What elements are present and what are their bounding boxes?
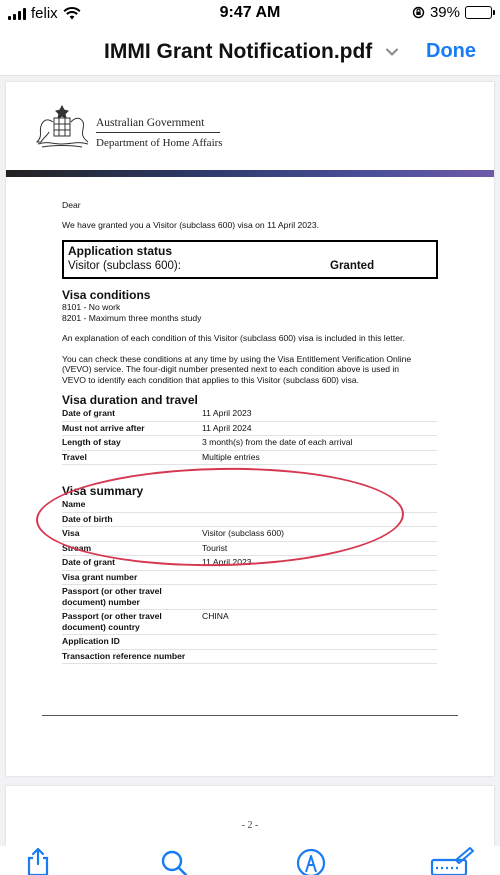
row-label: Transaction reference number bbox=[62, 649, 202, 664]
row-value: Tourist bbox=[202, 541, 437, 556]
row-label: Visa bbox=[62, 527, 202, 542]
row-label: Date of grant bbox=[62, 407, 202, 421]
chevron-down-icon bbox=[386, 48, 398, 56]
visa-duration-section bbox=[62, 393, 437, 465]
table-row bbox=[62, 421, 437, 436]
carrier-info bbox=[8, 5, 81, 22]
visa-conditions-heading: Visa conditions bbox=[62, 288, 151, 302]
table-row bbox=[62, 407, 437, 421]
table-row bbox=[62, 436, 437, 451]
markup-icon[interactable] bbox=[296, 846, 326, 875]
grant-sentence: We have granted you a Visitor (subclass 600) visa on 11 April 2023. bbox=[62, 220, 320, 230]
signature-icon[interactable] bbox=[430, 846, 474, 875]
row-label: Date of birth bbox=[62, 512, 202, 527]
row-value: 11 April 2024 bbox=[202, 421, 437, 436]
share-icon[interactable] bbox=[24, 846, 52, 875]
row-value: 11 April 2023 bbox=[202, 556, 437, 571]
carrier-name: felix bbox=[31, 5, 58, 22]
bottom-toolbar bbox=[0, 846, 500, 875]
row-value bbox=[202, 570, 437, 585]
visa-duration-heading: Visa duration and travel bbox=[62, 393, 198, 407]
row-value bbox=[202, 649, 437, 664]
row-label: Length of stay bbox=[62, 436, 202, 451]
table-row bbox=[62, 450, 437, 465]
row-value: CHINA bbox=[202, 610, 437, 635]
document-page-2 bbox=[6, 786, 494, 846]
battery-percent: 39% bbox=[429, 4, 460, 21]
table-row bbox=[62, 649, 437, 664]
letterhead bbox=[96, 117, 223, 149]
row-value: Multiple entries bbox=[202, 450, 437, 465]
row-label: Name bbox=[62, 498, 202, 512]
vevo-text-line: You can check these conditions at any time by using the Visa Entitlement Verification Online bbox=[62, 353, 412, 364]
vevo-text-line: (VEVO) service. The four-digit number presented next to each condition above is used in bbox=[62, 364, 400, 374]
row-label: Stream bbox=[62, 541, 202, 556]
table-row bbox=[62, 570, 437, 585]
document-title: IMMI Grant Notification.pdf bbox=[104, 40, 373, 63]
visa-conditions-section bbox=[62, 288, 442, 385]
application-status-label: Visitor (subclass 600): bbox=[68, 260, 181, 272]
orientation-lock-icon bbox=[412, 6, 425, 19]
visa-summary-heading: Visa summary bbox=[62, 484, 144, 498]
letterhead-line2: Department of Home Affairs bbox=[96, 137, 223, 149]
wifi-icon bbox=[63, 7, 81, 20]
conditions-explanation: An explanation of each condition of this Visitor (subclass 600) visa is included in this letter. bbox=[62, 333, 405, 343]
row-label: Travel bbox=[62, 450, 202, 465]
application-status-box bbox=[62, 240, 438, 279]
visa-duration-table bbox=[62, 407, 437, 465]
row-value bbox=[202, 585, 437, 610]
condition-item: 8101 - No work bbox=[62, 302, 121, 312]
row-value bbox=[202, 635, 437, 650]
condition-item: 8201 - Maximum three months study bbox=[62, 312, 202, 323]
document-page bbox=[6, 82, 494, 776]
application-status-value: Granted bbox=[330, 260, 375, 272]
row-label: Passport (or other travel document) number bbox=[62, 585, 202, 610]
search-icon[interactable] bbox=[160, 846, 188, 875]
clock: 9:47 AM bbox=[219, 4, 281, 21]
page-number: - 2 - bbox=[241, 820, 259, 831]
application-status-heading: Application status bbox=[68, 244, 173, 258]
row-label: Application ID bbox=[62, 635, 202, 650]
row-label: Must not arrive after bbox=[62, 421, 202, 436]
row-label: Visa grant number bbox=[62, 570, 202, 585]
signal-icon bbox=[8, 8, 26, 20]
document-title-menu[interactable] bbox=[104, 40, 398, 64]
row-value: 3 month(s) from the date of each arrival bbox=[202, 436, 437, 451]
header-band bbox=[6, 170, 494, 177]
row-value: Visitor (subclass 600) bbox=[202, 527, 437, 542]
done-button[interactable]: Done bbox=[426, 40, 476, 62]
vevo-text-line: VEVO to identify each condition that applies to this Visitor (subclass 600) visa. bbox=[62, 374, 359, 385]
status-bar bbox=[0, 0, 500, 28]
row-label: Passport (or other travel document) country bbox=[62, 610, 202, 635]
table-row bbox=[62, 585, 437, 610]
table-row bbox=[62, 635, 437, 650]
table-row bbox=[62, 610, 437, 635]
row-value: 11 April 2023 bbox=[202, 407, 437, 421]
battery-icon bbox=[465, 6, 492, 19]
greeting: Dear bbox=[62, 200, 81, 210]
letterhead-line1: Australian Government bbox=[96, 117, 220, 133]
page-bottom-rule bbox=[42, 715, 458, 716]
nav-bar bbox=[0, 28, 500, 76]
coat-of-arms-icon bbox=[32, 102, 92, 152]
status-right bbox=[412, 4, 492, 21]
row-label: Date of grant bbox=[62, 556, 202, 571]
